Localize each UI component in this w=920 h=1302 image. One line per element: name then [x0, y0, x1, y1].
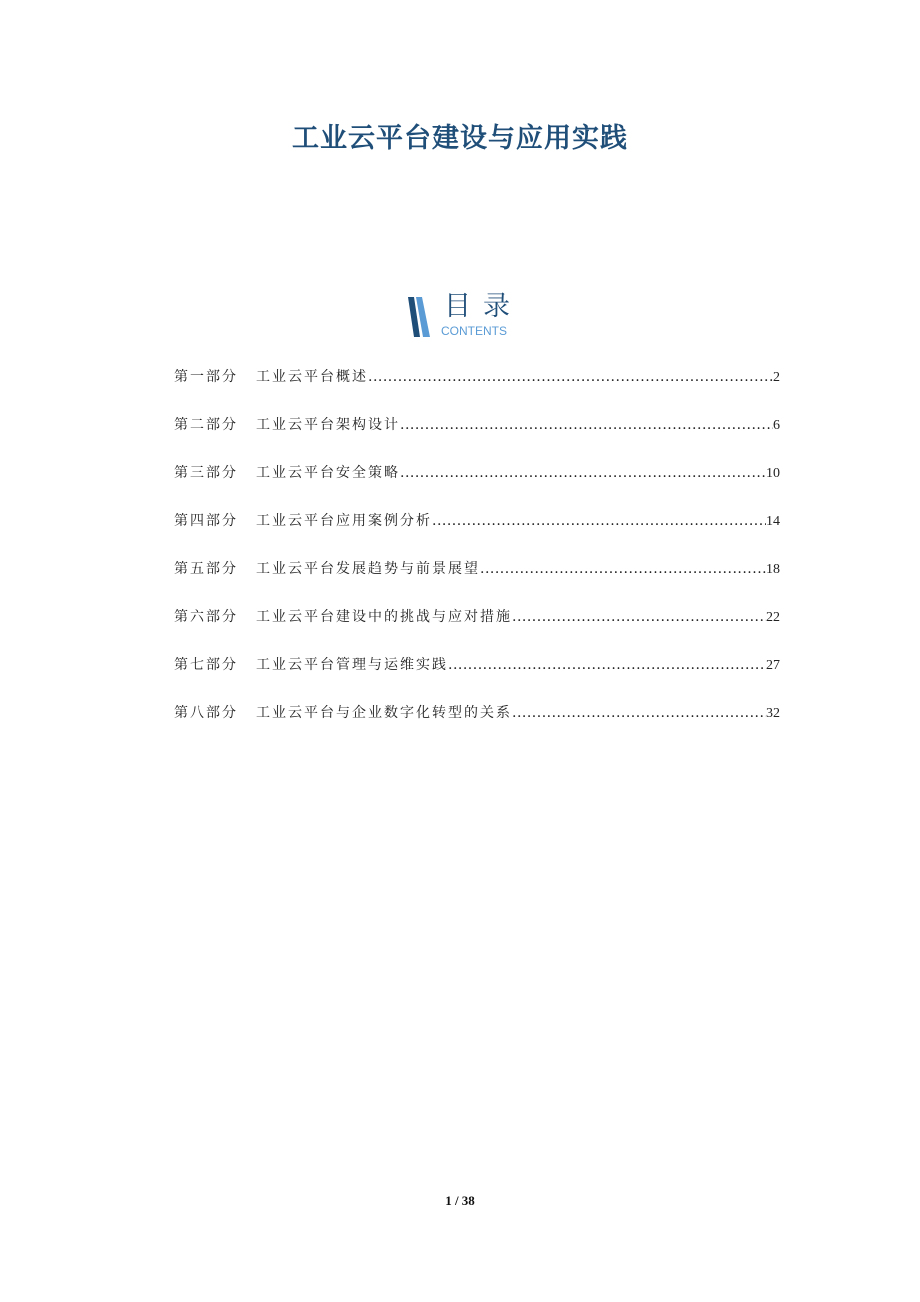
toc-leader-dots — [400, 462, 766, 484]
toc-entry-title: 工业云平台应用案例分析 — [256, 513, 432, 529]
toc-leader-dots — [448, 654, 766, 676]
toc-entry-6[interactable] — [174, 606, 780, 654]
toc-heading: 目录 — [444, 291, 522, 322]
toc-entry-part: 第三部分 — [174, 465, 238, 481]
document-title: 工业云平台建设与应用实践 — [292, 123, 628, 154]
toc-entry-page: 10 — [766, 466, 780, 481]
toc-entry-page: 14 — [766, 514, 780, 529]
toc-entry-7[interactable] — [174, 654, 780, 702]
toc-entry-title: 工业云平台安全策略 — [256, 465, 400, 481]
toc-entry-title: 工业云平台管理与运维实践 — [256, 657, 448, 673]
toc-entry-page: 27 — [766, 658, 780, 673]
toc-subheading: CONTENTS — [441, 324, 507, 338]
toc-entry-part: 第一部分 — [174, 369, 238, 385]
toc-entry-page: 6 — [773, 418, 780, 433]
toc-entry-title: 工业云平台架构设计 — [256, 417, 400, 433]
toc-entry-1[interactable] — [174, 366, 780, 414]
toc-entry-part: 第二部分 — [174, 417, 238, 433]
toc-entry-4[interactable] — [174, 510, 780, 558]
toc-entry-page: 2 — [773, 370, 780, 385]
toc-entry-8[interactable] — [174, 702, 780, 750]
table-of-contents — [174, 366, 780, 750]
toc-entry-2[interactable] — [174, 414, 780, 462]
toc-header — [408, 293, 528, 339]
toc-entry-page: 22 — [766, 610, 780, 625]
toc-logo-icon — [408, 297, 432, 337]
toc-leader-dots — [480, 558, 766, 580]
toc-leader-dots — [368, 366, 773, 388]
toc-leader-dots — [512, 606, 766, 628]
toc-leader-dots — [400, 414, 773, 436]
toc-entry-part: 第八部分 — [174, 705, 238, 721]
toc-entry-5[interactable] — [174, 558, 780, 606]
toc-entry-page: 18 — [766, 562, 780, 577]
page-indicator: 1 / 38 — [445, 1193, 475, 1208]
toc-entry-part: 第七部分 — [174, 657, 238, 673]
toc-leader-dots — [512, 702, 766, 724]
toc-entry-part: 第四部分 — [174, 513, 238, 529]
toc-leader-dots — [432, 510, 766, 532]
toc-entry-title: 工业云平台概述 — [256, 369, 368, 385]
toc-entry-part: 第五部分 — [174, 561, 238, 577]
toc-entry-title: 工业云平台发展趋势与前景展望 — [256, 561, 480, 577]
toc-entry-title: 工业云平台与企业数字化转型的关系 — [256, 705, 512, 721]
toc-entry-3[interactable] — [174, 462, 780, 510]
toc-entry-part: 第六部分 — [174, 609, 238, 625]
toc-entry-page: 32 — [766, 706, 780, 721]
toc-entry-title: 工业云平台建设中的挑战与应对措施 — [256, 609, 512, 625]
